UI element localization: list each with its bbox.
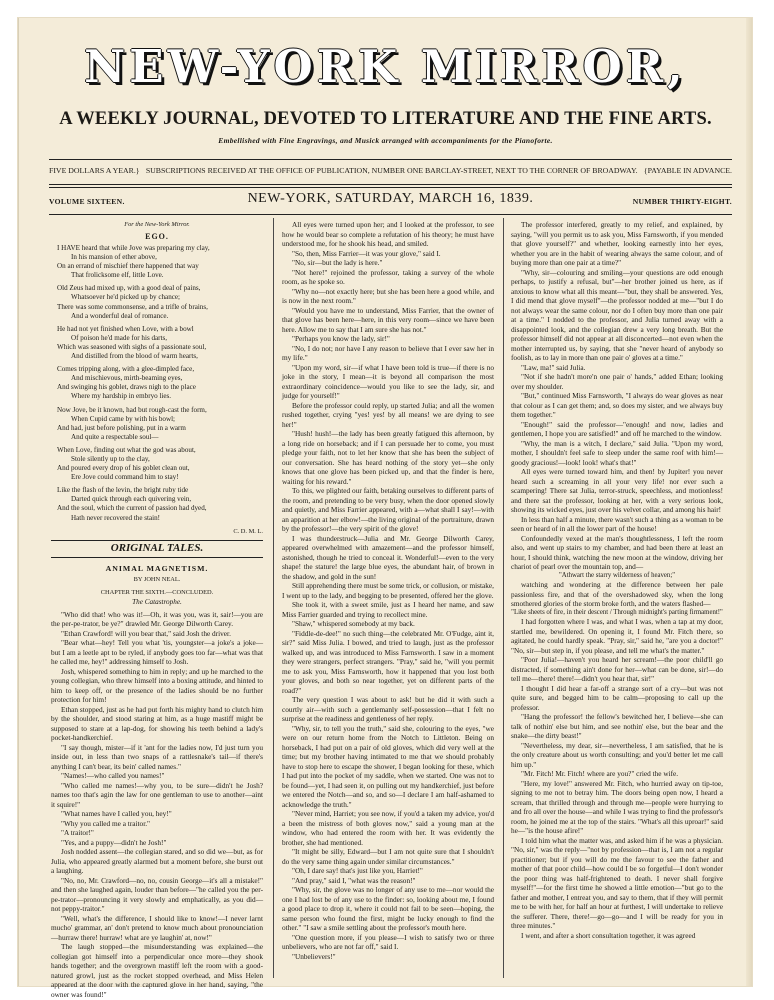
- paragraph: "Enough!" said the professor—"enough! and now, ladies and gentlemen, I hope you are satisfied!" and off he marched to the window.: [511, 419, 723, 438]
- poem-line: I HAVE heard that while Jove was preparing my clay,: [57, 244, 210, 252]
- paragraph: "And pray," said I, "what was the reason!": [292, 875, 416, 885]
- column-2: [282, 220, 494, 976]
- section-heading: ORIGINAL TALES.: [51, 540, 263, 558]
- poem-line: He had not yet finished when Love, with a bowl: [57, 324, 194, 333]
- poem-line: Ere Jove could command him to stay!: [71, 473, 179, 482]
- column-3: [511, 220, 723, 976]
- paragraph: "No, I do not; nor have I any reason to believe that I ever saw her in my life.": [282, 343, 494, 362]
- poem-stanza: [57, 325, 263, 361]
- column-2-text: [282, 220, 494, 961]
- poem-line: And mischievous, mirth-beaming eyes,: [71, 374, 183, 383]
- poem-line: And poured every drop of his goblet clean out,: [57, 464, 190, 473]
- paragraph: "What names have I called you, hey!": [61, 809, 172, 819]
- paragraph: "Nevertheless, my dear, sir—nevertheless, I am satisfied, that he is the only creature about us worth consulting; and you'd better let me call him up.": [511, 740, 723, 769]
- paragraph: I was thunderstruck—Julia and Mr. George Dilworth Carey, appeared overwhelmed with amazement—and the professor himself, astonished, though he tried to conceal it. Wonderful!—even to the very shape! the stature! the large blue eyes, the abundant hair, of brown in the shadow, and gold in the sun!: [282, 533, 494, 581]
- paragraph: "It might be silly, Edward—but I am not quite sure that I shouldn't do the very same thing again under similar circumstances.": [282, 847, 494, 866]
- paragraph: "Would you have me to understand, Miss Farrier, that the owner of that glove has been here—here, in this very room—since we have been here. Allow me to say that I am sure she has not.": [282, 305, 494, 334]
- paragraph: "Why, sir, to tell you the truth," said she, colouring to the eyes, "we were on our return home from the Notch to Littleton. Being on horseback, I had put on a pair of old gloves, which did very well at the time; but my brother having intimated to me that we should probably have to stop here to escape the shower, I began looking for these, which I had put into the pocket of my saddle, when we started. One was not to be found—yet, I had seen it, on pulling out my handkerchief, just before we entered the Notch—and so, and so—I declare I am half-ashamed to acknowledge the truth.": [282, 723, 494, 809]
- issue-date: NEW-YORK, SATURDAY, MARCH 16, 1839.: [247, 191, 534, 206]
- page-edge: [746, 18, 752, 986]
- poem-line: Comes tripping along, with a glee-dimpled face,: [57, 365, 195, 374]
- poem-line: Like the flash of the levin, the bright ruby tide: [57, 486, 189, 495]
- divider: [49, 184, 732, 185]
- paragraph: "So, then, Miss Farrier—it was your glove," said I.: [292, 248, 441, 258]
- poem-line: There was some commonsense, and a trifle of brains,: [57, 302, 208, 311]
- column-1-text: [51, 610, 263, 1000]
- poem-stanza: [57, 365, 263, 401]
- poem-line: And swinging his goblet, draws nigh to the place: [57, 383, 196, 392]
- paragraph: "Mr. Fitch! Mr. Fitch! where are you?" cried the wife.: [521, 769, 679, 779]
- paragraph: "Why no—not exactly here; but she has been here a good while, and is now in the next room.": [282, 286, 494, 305]
- poem-line: And had, just before polishing, put in a warm: [57, 423, 186, 432]
- paragraph: "Not here!" rejoined the professor, taking a survey of the whole room, as he spoke so.: [282, 267, 494, 286]
- poem-line: Hath never recovered the stain!: [71, 513, 161, 522]
- paragraph: "Perhaps you know the lady, sir!": [292, 334, 390, 343]
- poem-line: Of poison he'd made for his darts,: [71, 333, 168, 342]
- poem-line: Where my hardship in embryo lies.: [71, 392, 172, 401]
- poem-line: Whatsoever he'd picked up by chance;: [71, 293, 181, 302]
- terms-office: SUBSCRIPTIONS RECEIVED AT THE OFFICE OF PUBLICATION, NUMBER ONE BARCLAY-STREET, NEXT TO THE CORNER OF BROADWAY.: [145, 166, 638, 175]
- poem-line: That frolicksome elf, little Love.: [71, 271, 164, 280]
- paragraph: "Poor Julia!—haven't you heard her scream!—the poor child'll go distracted, if something ain't done for her—what can be done, sir!—do tell me—there! there!—didn't you hear that, sir!": [511, 655, 723, 684]
- poem-signature: C. D. M. L.: [233, 527, 263, 535]
- paragraph: "But," continued Miss Farnsworth, "I always do wear gloves as near that colour as I can get them; and, so does my sister, and we always buy them together.": [511, 391, 723, 419]
- paragraph: Still apprehending there must be some trick, or collusion, or mistake, I went up to the lady, and begging to be presented, offered her the glove.: [282, 581, 494, 600]
- article-byline: BY JOHN NEAL.: [133, 576, 181, 584]
- poem-stanza: [57, 486, 263, 522]
- poem-body: [51, 244, 263, 523]
- paragraph: "Why, sir—colouring and smiling—your questions are odd enough perhaps, to justify a refusal, but"—her brother joined us here, as if anxious to know what all this meant—"but, they shall be answered. Yes, I did mend that glove myself"—the professor nodded at me—"but I do not always wear the same colour, nor do I often buy more than one pair at a time." I nodded to the professor, and Julia turned away with a disappointed look, and the collegian drew a very long breath. But the professor himself did not appear at all disconcerted—not even when the mother interrupted us, by saying, that she "never heard of anybody so foolish, as to lay in more than one pair o' gloves at a time.": [511, 267, 723, 362]
- poem-stanza: [57, 406, 263, 442]
- terms-price: FIVE DOLLARS A YEAR.}: [49, 166, 140, 175]
- volume-label: VOLUME SIXTEEN.: [49, 197, 125, 206]
- paragraph: The laugh stopped—the misunderstanding was explained—the collegian got himself into a perpendicular once more—they shook hands together; and the overgrown mastiff left the room with a good-natured growl, just as the rocket stopped overhead, and Miss Helen appeared at the door with the captured glove in her hand, saying, "the owner was found!": [51, 942, 263, 999]
- paragraph: "Ethan Crawford! will you bear that," said Josh the driver.: [61, 628, 231, 638]
- poem-line: Now Jove, be it known, had but rough-cast the form,: [57, 405, 207, 414]
- terms-payable: {PAYABLE IN ADVANCE.: [643, 166, 732, 175]
- column-divider: [273, 218, 274, 978]
- paragraph: "Like sheets of fire, in their descent / Through midnight's parting firmament!": [511, 608, 723, 616]
- chapter-title: The Catastrophe.: [132, 598, 182, 607]
- paragraph: "Why, sir, the glove was no longer of any use to me—nor would the one I had lost be of any use to the finder: so, looking about me, I found a good place to drop it, where it could not fail to be seen—hoping, the same person who found the first, might be lucky enough to find the other." "I saw a smile settling about the professor's mouth here.: [282, 885, 494, 932]
- paragraph: "Never mind, Harriet; you see now, if you'd a taken my advice, you'd a been the mistress of both gloves now," said a young man at the window, who had entered the room with her. It was evidently the brother, she had mentioned.: [282, 809, 494, 847]
- paragraph: "Why, the man is a witch, I declare," said Julia. "Upon my word, mother, I shouldn't feel safe to sleep under the same roof with him!—goody gracious!—look! look! what's that!": [511, 438, 723, 467]
- article-title: ANIMAL MAGNETISM.: [105, 563, 209, 573]
- paragraph: Before the professor could reply, up started Julia; and all the women rushed together, crying "yes! yes! by all means! we are dying to see her!": [282, 400, 494, 429]
- paragraph: In less than half a minute, there wasn't such a thing as a woman to be seen or heard of in all the lower part of the house!: [511, 514, 723, 533]
- paragraph: Ethan stopped, just as he had put forth his mighty hand to clutch him by the shoulder, and stood staring at him, as a huge mastiff might be supposed to stare at a lap-dog, for showing his teeth behind a lady's pocket-handkerchief.: [51, 704, 263, 743]
- masthead-embellishment: Embellished with Fine Engravings, and Musick arranged with accompaniments for the Pianoforte.: [218, 136, 553, 145]
- paragraph: The professor interfered, greatly to my relief, and explained, by saying, "will you permit us to ask you, Miss Farnsworth, if you mended that glove yourself?" and whether, looking earnestly into her eyes, whether you are in the habit of wearing always the same colour, and of buying more than one pair at a time?": [511, 220, 723, 267]
- poem-line: And the soul, which the current of passion had dyed,: [57, 504, 207, 513]
- paragraph: Josh nodded assent—the collegian stared, and so did we—but, as for Julia, who appeared greatly alarmed but a moment before, she burst out a laughing.: [51, 847, 263, 876]
- paragraph: "No, sir—but the lady is here.": [292, 258, 383, 267]
- paragraph: The very question I was about to ask! but he did it with such a courtly air—with such a gentlemanly self-possession—that I felt no surprise at the readiness and gentleness of her reply.: [282, 695, 494, 723]
- column-1: [51, 220, 263, 999]
- paragraph: Confoundedly vexed at the man's thoughtlessness, I left the room also, and went up stairs to my chamber, and had been there at least an hour, I should think, watching the new moon at the window, driving her chariot of pearl over the mountain top, and—: [511, 533, 723, 571]
- paragraph: "Fiddle-de-dee!" no such thing—the celebrated Mr. O'Fudge, aint it, sir?" said Miss Julia. I bowed, and tried to laugh, just as the professor walked up, and was introduced to Miss Farnsworth. I saw in a moment they were strangers, perfect strangers. "Pray," said he, "will you permit me to ask you, Miss Farnsworth, how it happened that you lost both your gloves, and both so near together, yet on different parts of the road?": [282, 628, 494, 695]
- paragraph: I thought I did hear a far-off a strange sort of a cry—but was not quite sure, and begged him to be calm—proposing to call up the professor.: [511, 683, 723, 712]
- paragraph: "Law, ma!" said Julia.: [521, 362, 586, 372]
- issue-line: [49, 193, 732, 209]
- paragraph: "Who called me names!—why you, to be sure—didn't he Josh? names too that's agin the law for one gentleman to use to another—aint it squire!": [51, 780, 263, 809]
- newspaper-page: [18, 18, 752, 999]
- poem-line: When Cupid came by with his bowl;: [71, 414, 176, 423]
- poem-line: Old Zeus had mixed up, with a good deal of pains,: [57, 284, 201, 293]
- paragraph: I told him what the matter was, and asked him if he was a physician. "No, sir," was the reply—"not by profession—that is, I am not a regular practitioner; but if you will do me the favour to see the father and mother of that poor child—how could I be so forgetful—I don't wonder the poor thing was half-frightened to death. I never shall forgive myself!"—for the first time he showed a little emotion—"but go to the father and mother, I entreat you, and say to them, that if they will permit me to be with her, for half an hour at furthest, I will undertake to relieve the sufferer. There, there!—go—go—and I will be ready for you in three minutes.": [511, 835, 723, 931]
- poem-stanza: [57, 284, 263, 320]
- poem-line: And a wonderful deal of romance.: [71, 311, 169, 320]
- poem-title: EGO.: [145, 231, 169, 241]
- paragraph: All eyes were turned upon her; and I looked at the professor, to see how he would bear so complete a refutation of his theory; he must have understood me, for he shook his head, and smiled.: [282, 220, 494, 248]
- paragraph: "Bear what—hey! Tell you what 'tis, youngster—a joke's a joke—but I am a leetle apt to be ryled, if anybody goes too far—what was that he called me, hey!" addressing himself to Josh.: [51, 638, 263, 667]
- poem-stanza: [57, 446, 263, 482]
- poem-line: When Love, finding out what the god was about,: [57, 445, 196, 454]
- column-divider: [503, 218, 504, 978]
- paragraph: "Not if she hadn't more'n one pair o' hands," added Ethan; looking over my shoulder.: [511, 372, 723, 391]
- paragraph: "Here, my love!" answered Mr. Fitch, who hurried away on tip-toe, signing to me not to betray him. The doors being open now, I heard a scream, that thrilled through and through me—people were hurrying to and fro all over the house—and while I was trying to find the professor's room, he joined me at the top of the stairs. "What's all this uproar!" said he—"is the house afire!": [511, 778, 723, 836]
- poem-line: On an errand of mischief there happened that way: [57, 262, 199, 271]
- paragraph: "A traitor!": [61, 828, 94, 838]
- poem-line: Stole silently up to the clay,: [71, 454, 150, 463]
- poem-line: And distilled from the blood of warm hearts,: [71, 352, 198, 361]
- divider: [49, 187, 732, 188]
- paragraph: I had forgotten where I was, and what I was, when a tap at my door, startled me, bewildered. On opening it, I found Mr. Fitch there, so agitated, he could hardly speak. "Pray, sir," said he, "are you a doctor!" "No, sir—but step in, if you please, and tell me what's the matter.": [511, 617, 723, 655]
- paragraph: "Well, what's the difference, I should like to know!—I never larnt mucho' grammar, an' don't pretend to know much about pronounciation—hurraw there! hurraw! what are ye laughin' at, now!": [51, 913, 263, 942]
- masthead-subtitle: A WEEKLY JOURNAL, DEVOTED TO LITERATURE AND THE FINE ARTS.: [59, 109, 712, 129]
- paragraph: "Unbelievers!": [292, 951, 336, 961]
- paragraph: "Names!—who called you names!": [61, 771, 165, 781]
- paragraph: To this, we plighted our faith, betaking ourselves to different parts of the room, and pretending to be very busy, when the door opened slowly and quietly, and Miss Farrier appeared, with a—what shall I say!—with an apparition at her elbow!—the living original of the portraiture, drawn by the professor!—the very spirit of the glove!: [282, 486, 494, 533]
- poem-stanza: [57, 244, 263, 280]
- paragraph: I went, and after a short consultation together, it was agreed: [521, 930, 696, 940]
- paragraph: "Hang the professor! the fellow's bewitched her, I believe—she can talk of nothin' else but him, and see nothin' else, but the bear and the snake—the dirty beast!": [511, 712, 723, 741]
- paragraph: "I say though, mister—if it 'ant for the ladies now, I'd just turn you inside out, in less than two snaps of a rattlesnake's tail—if there's anything I can't bear, its bein' called names.": [51, 742, 263, 771]
- masthead-title: NEW-YORK MIRROR,: [84, 40, 687, 93]
- paragraph: watching and wondering at the difference between her pale passionless fire, and that of the overshadowed sky, when the long smothered glories of the storm broke forth, and the waters flashed—: [511, 580, 723, 609]
- paragraph: "Why you called me a traitor.": [61, 818, 151, 828]
- paragraph: "Who did that! who was it!—Oh, it was you, was it, sair!—you are the per-pe-trator, be ye?" drawled Mr. George Dilworth Carey.: [51, 609, 263, 629]
- poem-line: In his mansion of ether above,: [71, 253, 157, 262]
- paragraph: All eyes were turned toward him, and then! by Jupiter! you never heard such a screaming in all your very life! nor ever such a scampering! There sat Julia, terror-struck, speechless, and motionless! and there sat the professor, looking at her, with a very serious look, showing its wicked eyes, just over his velvet collar, and among his hair!: [511, 467, 723, 514]
- paragraph: "No, no, Mr. Crawford—no, no, cousin George—it's all a mistake!" and then she laughed again, louder than before—"he called you the per-pe-trator—pronouncing it very slowly and emphatically, as you did—not peppy-traitor.": [51, 875, 263, 914]
- poem-source: For the New-York Mirror.: [124, 221, 190, 228]
- paragraph: "Upon my word, sir—if what I have been told is true—if there is no joke in the story, I mean—it is beyond all comparison the most extraordinary coincidence—would you like to see the lady, sir, and judge for yourself!": [282, 362, 494, 400]
- paragraph: "Athwart the starry wilderness of heaven;": [559, 571, 675, 579]
- divider: [49, 214, 732, 215]
- paragraph: "One question more, if you please—I wish to satisfy two or three unbelievers, who are not far off," said I.: [282, 932, 494, 951]
- chapter-heading: CHAPTER THE SIXTH.—CONCLUDED.: [100, 588, 214, 596]
- paragraph: "Oh, I dare say! that's just like you, Harriet!": [292, 866, 423, 875]
- paragraph: "Yes, and a puppy—didn't he Josh!": [61, 837, 167, 847]
- paragraph: "Hush! hush!—the lady has been greatly fatigued this afternoon, by a long ride on horseback; and if I can persuade her to come, you must pledge your faith, not to let her know that she has been the subject of our conversation. She has heard nothing of the story yet—she only knows that one glove has been picked up, and that the finder is here, waiting for his reward.": [282, 429, 494, 486]
- poem-line: Which was seasoned with sighs of a passionate soul,: [57, 342, 207, 351]
- paragraph: She took it, with a sweet smile, just as I heard her name, and saw Miss Farrier guarded and trying to recollect mine.: [282, 600, 494, 619]
- paragraph: Josh, whispered something to him in reply; and up he marched to the young collegian, who threw himself into a boxing attitude, and hinted to him to keep off, or the presence of the ladies should be no further protection for him!: [51, 666, 263, 705]
- divider: [49, 159, 732, 160]
- poem-line: Darted quick through each quivering vein,: [71, 495, 192, 504]
- column-3-text: [511, 220, 723, 940]
- subscription-terms: [49, 166, 732, 175]
- issue-number: NUMBER THIRTY-EIGHT.: [632, 197, 732, 206]
- poem-line: And quite a respectable soul—: [71, 432, 159, 441]
- paragraph: "Shaw," whispered somebody at my back.: [292, 619, 415, 628]
